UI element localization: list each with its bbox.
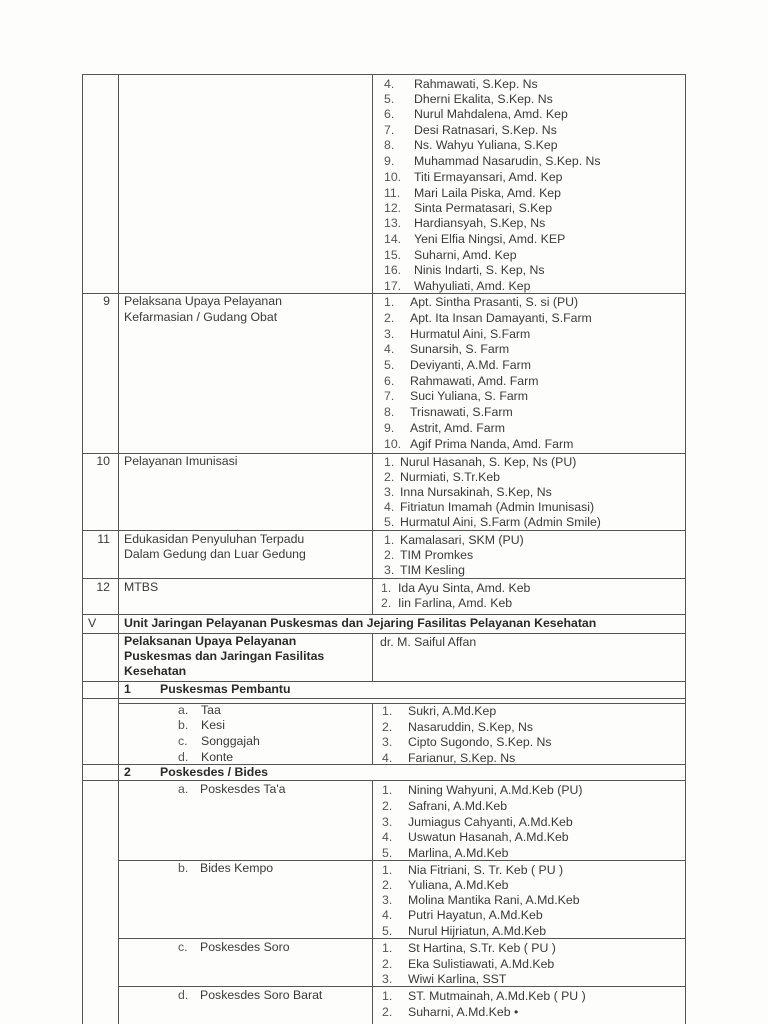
staff-name: Apt. Sintha Prasanti, S. si (PU)	[410, 295, 579, 309]
staff-name: Hurmatul Aini, S.Farm	[410, 327, 531, 341]
list-number: 1.	[382, 941, 393, 955]
list-number: 15.	[384, 248, 402, 262]
list-number: 12.	[384, 201, 402, 215]
place-letter: c.	[178, 940, 188, 954]
staff-name: Apt. Ita Insan Damayanti, S.Farm	[410, 311, 592, 325]
list-number: 14.	[384, 232, 402, 246]
head-name: dr. M. Saiful Affan	[380, 635, 477, 649]
staff-name: Wiwi Karlina, SST	[408, 972, 507, 986]
staff-name: Sunarsih, S. Farm	[410, 342, 510, 356]
list-number: 2.	[384, 548, 395, 562]
list-number: 2.	[382, 957, 393, 971]
staff-name: Agif Prima Nanda, Amd. Farm	[410, 437, 574, 451]
list-number: 4.	[382, 751, 393, 765]
section-number: V	[88, 616, 97, 630]
list-number: 1.	[382, 783, 393, 797]
table-rule	[118, 938, 686, 939]
row-number: 11	[97, 532, 110, 546]
group-number: 1	[124, 682, 131, 696]
unit-name: Kefarmasian / Gudang Obat	[124, 310, 278, 324]
staff-name: Sukri, A.Md.Kep	[408, 704, 497, 718]
staff-name: Deviyanti, A.Md. Farm	[410, 358, 531, 372]
list-number: 7.	[384, 123, 395, 137]
list-number: 3.	[382, 972, 393, 986]
staff-name: Desi Ratnasari, S.Kep. Ns	[414, 123, 557, 137]
list-number: 7.	[384, 389, 395, 403]
list-number: 5.	[384, 92, 395, 106]
table-rule	[685, 74, 686, 1024]
list-number: 6.	[384, 107, 395, 121]
staff-name: Hardiansyah, S.Kep, Ns	[414, 216, 546, 230]
staff-name: Yuliana, A.Md.Keb	[408, 878, 509, 892]
staff-name: Marlina, A.Md.Keb	[408, 846, 509, 860]
list-number: 3.	[382, 735, 393, 749]
staff-name: Suharni, Amd. Kep	[414, 248, 517, 262]
list-number: 3.	[382, 815, 393, 829]
table-rule	[82, 780, 686, 781]
list-number: 4.	[382, 830, 393, 844]
list-number: 2.	[382, 799, 393, 813]
staff-name: Astrit, Amd. Farm	[410, 421, 505, 435]
staff-name: Putri Hayatun, A.Md.Keb	[408, 908, 543, 922]
list-number: 1.	[384, 295, 395, 309]
list-number: 10.	[384, 170, 402, 184]
place-name: Poskesdes Soro	[200, 940, 290, 954]
place-name: Kesi	[201, 718, 225, 732]
list-number: 3.	[384, 485, 395, 499]
staff-name: Sinta Permatasari, S.Kep	[414, 201, 553, 215]
staff-name: Mari Laila Piska, Amd. Kep	[414, 186, 561, 200]
staff-name: TIM Kesling	[400, 563, 465, 577]
place-letter: a.	[178, 782, 189, 796]
place-letter: c.	[178, 734, 188, 748]
staff-name: Nasaruddin, S.Kep, Ns	[408, 720, 534, 734]
table-rule	[372, 703, 373, 764]
staff-name: Hurmatul Aini, S.Farm (Admin Smile)	[400, 515, 601, 529]
table-rule	[82, 614, 686, 615]
list-number: 11.	[384, 186, 401, 200]
list-number: 17.	[384, 279, 402, 293]
staff-name: Nurul Hasanah, S. Kep, Ns (PU)	[400, 455, 577, 469]
list-number: 8.	[384, 405, 395, 419]
staff-name: Suci Yuliana, S. Farm	[410, 389, 529, 403]
place-letter: b.	[178, 718, 189, 732]
place-letter: b.	[178, 861, 189, 875]
table-rule	[82, 698, 686, 699]
staff-name: Dherni Ekalita, S.Kep. Ns	[414, 92, 553, 106]
unit-name: Dalam Gedung dan Luar Gedung	[124, 547, 306, 561]
list-number: 8.	[384, 138, 395, 152]
staff-name: Nurul Mahdalena, Amd. Kep	[414, 107, 568, 121]
subsection-title: Pelaksanan Upaya Pelayanan	[124, 634, 297, 648]
list-number: 4.	[382, 908, 393, 922]
staff-name: Kamalasari, SKM (PU)	[400, 533, 524, 547]
staff-name: Rahmawati, Amd. Farm	[410, 374, 539, 388]
list-number: 9.	[384, 421, 395, 435]
list-number: 10.	[384, 437, 402, 451]
staff-name: Titi Ermayansari, Amd. Kep	[414, 170, 563, 184]
list-number: 16.	[384, 263, 402, 277]
table-rule	[118, 74, 119, 1024]
table-rule	[82, 74, 83, 1024]
list-number: 2.	[382, 1005, 393, 1019]
place-letter: a.	[178, 703, 189, 717]
place-name: Konte	[201, 750, 234, 764]
list-number: 1.	[381, 581, 392, 595]
unit-name: Pelaksana Upaya Pelayanan	[124, 294, 282, 308]
list-number: 9.	[384, 154, 395, 168]
row-number: 10	[96, 454, 110, 468]
list-number: 5.	[382, 924, 393, 938]
list-number: 2.	[384, 311, 395, 325]
row-number: 12	[96, 580, 110, 594]
staff-name: Cipto Sugondo, S.Kep. Ns	[408, 735, 552, 749]
staff-name: Nurmiati, S.Tr.Keb	[400, 470, 500, 484]
staff-name: TIM Promkes	[400, 548, 474, 562]
place-letter: d.	[178, 750, 189, 764]
table-rule	[372, 780, 373, 1024]
list-number: 3.	[384, 563, 395, 577]
list-number: 3.	[384, 327, 395, 341]
place-name: Taa	[201, 703, 221, 717]
staff-name: Suharni, A.Md.Keb •	[408, 1005, 519, 1019]
staff-name: Wahyuliati, Amd. Kep	[414, 279, 531, 293]
list-number: 5.	[384, 515, 395, 529]
staff-name: Uswatun Hasanah, A.Md.Keb	[408, 830, 569, 844]
table-rule	[118, 986, 686, 987]
table-rule	[82, 74, 686, 75]
list-number: 1.	[384, 455, 395, 469]
staff-name: Eka Sulistiawati, A.Md.Keb	[408, 957, 555, 971]
staff-name: Ninis Indarti, S. Kep, Ns	[414, 263, 545, 277]
staff-name: Iin Farlina, Amd. Keb	[398, 596, 513, 610]
staff-name: Inna Nursakinah, S.Kep, Ns	[400, 485, 552, 499]
place-name: Poskesdes Soro Barat	[200, 988, 323, 1002]
section-title: Unit Jaringan Pelayanan Puskesmas dan Jejaring Fasilitas Pelayanan Kesehatan	[124, 616, 597, 630]
list-number: 2.	[381, 596, 392, 610]
subsection-title: Puskesmas dan Jaringan Fasilitas	[124, 649, 325, 663]
unit-name: Edukasidan Penyuluhan Terpadu	[124, 532, 305, 546]
place-name: Songgajah	[201, 734, 260, 748]
staff-name: Farianur, S.Kep. Ns	[408, 751, 516, 765]
list-number: 2.	[382, 720, 393, 734]
list-number: 5.	[384, 358, 395, 372]
group-number: 2	[124, 765, 131, 779]
list-number: 4.	[384, 500, 395, 514]
staff-name: Molina Mantika Rani, A.Md.Keb	[408, 893, 580, 907]
group-title: Puskesmas Pembantu	[160, 682, 291, 696]
list-number: 2.	[382, 878, 393, 892]
list-number: 5.	[382, 846, 393, 860]
place-letter: d.	[178, 988, 189, 1002]
staff-name: Ns. Wahyu Yuliana, S.Kep	[414, 138, 558, 152]
table-rule	[82, 578, 686, 579]
staff-name: Muhammad Nasarudin, S.Kep. Ns	[414, 154, 601, 168]
group-title: Poskesdes / Bides	[160, 765, 268, 779]
staff-name: Fitriatun Imamah (Admin Imunisasi)	[400, 500, 595, 514]
staff-name: Trisnawati, S.Farm	[410, 405, 513, 419]
unit-name: MTBS	[124, 580, 159, 594]
table-rule	[82, 530, 686, 531]
staff-name: Yeni Elfia Ningsi, Amd. KEP	[414, 232, 566, 246]
staff-name: St Hartina, S.Tr. Keb ( PU )	[408, 941, 556, 955]
staff-name: Nia Fitriani, S. Tr. Keb ( PU )	[408, 863, 564, 877]
list-number: 1.	[382, 989, 393, 1003]
table-rule	[372, 74, 373, 614]
list-number: 1.	[382, 704, 393, 718]
table-rule	[372, 633, 373, 681]
place-name: Bides Kempo	[200, 861, 274, 875]
subsection-title: Kesehatan	[124, 664, 187, 678]
staff-name: Nurul Hijriatun, A.Md.Keb	[408, 924, 547, 938]
unit-name: Pelayanan Imunisasi	[124, 454, 238, 468]
staff-name: Safrani, A.Md.Keb	[408, 799, 508, 813]
staff-name: Jumiagus Cahyanti, A.Md.Keb	[408, 815, 573, 829]
list-number: 4.	[384, 77, 395, 91]
list-number: 1.	[384, 533, 395, 547]
list-number: 3.	[382, 893, 393, 907]
staff-name: Nining Wahyuni, A.Md.Keb (PU)	[408, 783, 583, 797]
list-number: 2.	[384, 470, 395, 484]
staff-name: ST. Mutmainah, A.Md.Keb ( PU )	[408, 989, 586, 1003]
list-number: 1.	[382, 863, 393, 877]
list-number: 4.	[384, 342, 395, 356]
place-name: Poskesdes Ta'a	[200, 782, 286, 796]
staff-name: Ida Ayu Sinta, Amd. Keb	[398, 581, 531, 595]
row-number: 9	[103, 294, 110, 308]
list-number: 6.	[384, 374, 395, 388]
list-number: 13.	[384, 216, 402, 230]
staff-name: Rahmawati, S.Kep. Ns	[414, 77, 538, 91]
